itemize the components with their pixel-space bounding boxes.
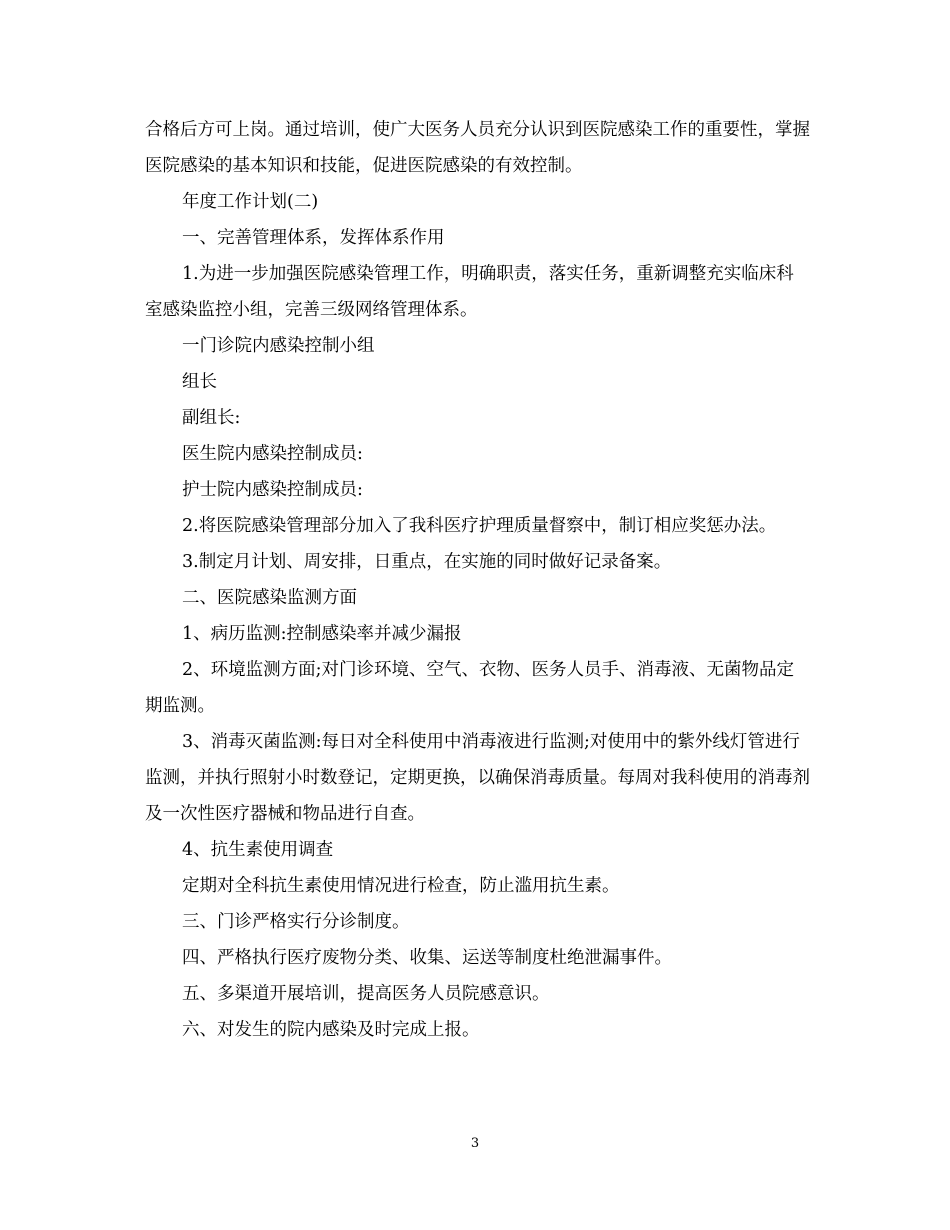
paragraph: 组长	[182, 372, 217, 392]
paragraph: 2.将医院感染管理部分加入了我科医疗护理质量督察中，制订相应奖惩办法。	[182, 516, 777, 536]
paragraph: 医生院内感染控制成员:	[182, 444, 363, 464]
paragraph: 定期对全科抗生素使用情况进行检查，防止滥用抗生素。	[182, 876, 620, 896]
paragraph: 合格后方可上岗。通过培训，使广大医务人员充分认识到医院感染工作的重要性，掌握医院感染的基本知识和技能，促进医院感染的有效控制。	[145, 120, 810, 176]
paragraph: 副组长:	[182, 408, 241, 428]
paragraph: 护士院内感染控制成员:	[182, 480, 363, 500]
paragraph: 1、病历监测:控制感染率并减少漏报	[182, 624, 462, 644]
section-heading: 五、多渠道开展培训，提高医务人员院感意识。	[182, 984, 550, 1004]
section-heading: 年度工作计划(二)	[182, 192, 319, 212]
section-heading: 四、严格执行医疗废物分类、收集、运送等制度杜绝泄漏事件。	[182, 948, 672, 968]
paragraph: 一门诊院内感染控制小组	[182, 336, 375, 356]
page-number: 3	[470, 1136, 480, 1151]
paragraph: 3.制定月计划、周安排，日重点，在实施的同时做好记录备案。	[182, 552, 672, 572]
paragraph: 4、抗生素使用调查	[182, 840, 334, 860]
paragraph: 3、消毒灭菌监测:每日对全科使用中消毒液进行监测;对使用中的紫外线灯管进行监测，并执行照射小时数登记，定期更换，以确保消毒质量。每周对我科使用的消毒剂及一次性医疗器械和物品进行自查。	[145, 732, 810, 824]
section-heading: 六、对发生的院内感染及时完成上报。	[182, 1020, 480, 1040]
paragraph: 1.为进一步加强医院感染管理工作，明确职责，落实任务，重新调整充实临床科室感染监控小组，完善三级网络管理体系。	[145, 264, 794, 320]
paragraph: 2、环境监测方面;对门诊环境、空气、衣物、医务人员手、消毒液、无菌物品定期监测。	[145, 660, 795, 716]
section-heading: 一、完善管理体系，发挥体系作用	[182, 228, 445, 248]
section-heading: 三、门诊严格实行分诊制度。	[182, 912, 410, 932]
section-heading: 二、医院感染监测方面	[182, 588, 357, 608]
document-body	[145, 112, 810, 1048]
